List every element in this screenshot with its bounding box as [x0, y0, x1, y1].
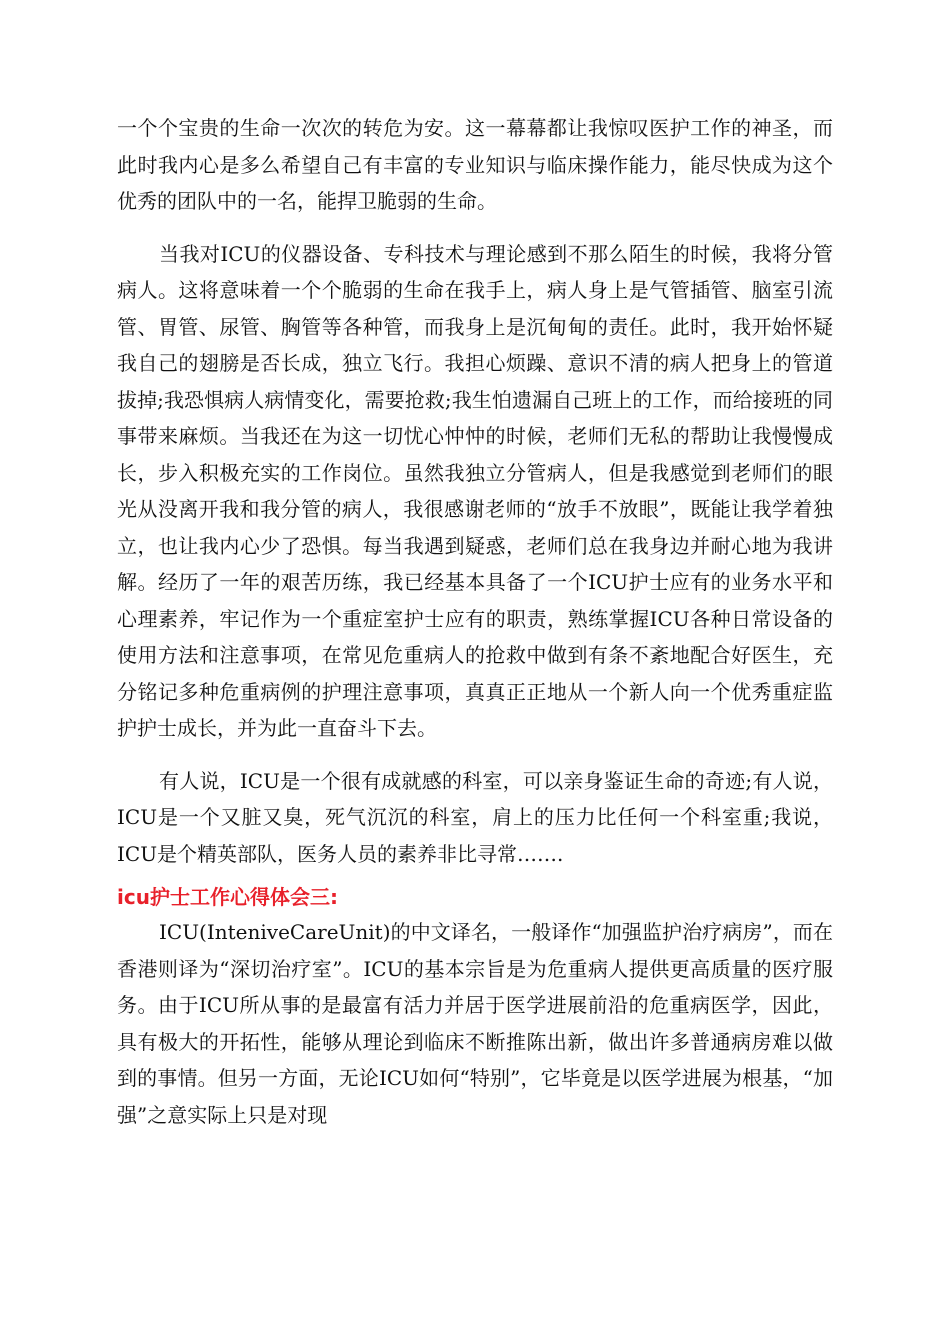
paragraph-3: 有人说，ICU是一个很有成就感的科室，可以亲身鉴证生命的奇迹;有人说，ICU是一个又脏又臭，死气沉沉的科室，肩上的压力比任何一个科室重;我说，ICU是个精英部队，医务人员的素养非比寻常…….: [117, 768, 833, 866]
paragraph-spacer: [117, 220, 833, 236]
paragraph-spacer: [117, 747, 833, 763]
paragraph-4: ICU(InteniveCareUnit)的中文译名，一般译作“加强监护治疗病房”，而在香港则译为“深切治疗室”。ICU的基本宗旨是为危重病人提供更高质量的医疗服务。由于ICU所从事的是最富有活力并居于医学进展前沿的危重病医学，因此，具有极大的开拓性，能够从理论到临床不断推陈出新，做出许多普通病房难以做到的事情。但另一方面，无论ICU如何“特别”，它毕竟是以医学进展为根基，“加强”之意实际上只是对现: [117, 920, 833, 1127]
document-page: [117, 110, 833, 1133]
paragraph-2: 当我对ICU的仪器设备、专科技术与理论感到不那么陌生的时候，我将分管病人。这将意味着一个个脆弱的生命在我手上，病人身上是气管插管、脑室引流管、胃管、尿管、胸管等各种管，而我身上是沉甸甸的责任。此时，我开始怀疑我自己的翅膀是否长成，独立飞行。我担心烦躁、意识不清的病人把身上的管道拔掉;我恐惧病人病情变化，需要抢救;我生怕遗漏自己班上的工作，而给接班的同事带来麻烦。当我还在为这一切忧心忡忡的时候，老师们无私的帮助让我慢慢成长，步入积极充实的工作岗位。虽然我独立分管病人，但是我感觉到老师们的眼光从没离开我和我分管的病人，我很感谢老师的“放手不放眼”，既能让我学着独立，也让我内心少了恐惧。每当我遇到疑惑，老师们总在我身边并耐心地为我讲解。经历了一年的艰苦历练，我已经基本具备了一个ICU护士应有的业务水平和心理素养，牢记作为一个重症室护士应有的职责，熟练掌握ICU各种日常设备的使用方法和注意事项，在常见危重病人的抢救中做到有条不紊地配合好医生，充分铭记多种危重病例的护理注意事项，真真正正地从一个新人向一个优秀重症监护护士成长，并为此一直奋斗下去。: [117, 241, 833, 740]
section-heading: icu护士工作心得体会三:: [117, 885, 338, 909]
paragraph-1: 一个个宝贵的生命一次次的转危为安。这一幕幕都让我惊叹医护工作的神圣，而此时我内心是多么希望自己有丰富的专业知识与临床操作能力，能尽快成为这个优秀的团队中的一名，能捍卫脆弱的生命。: [117, 116, 833, 213]
